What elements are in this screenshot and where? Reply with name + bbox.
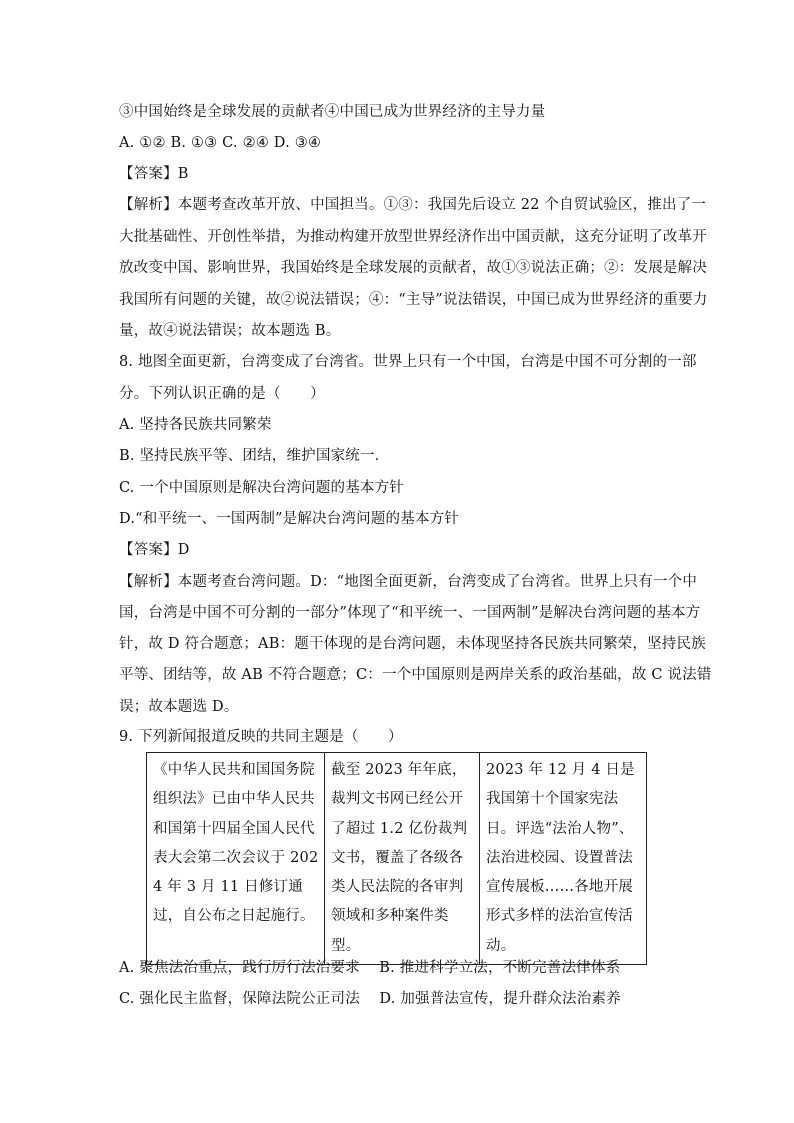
q7-answer: 【答案】B xyxy=(119,166,189,182)
q8-analysis-line-3: 针，故 D 符合题意；AB：题干体现的是台湾问题，未体现坚持各民族共同繁荣，坚持民族 xyxy=(119,636,706,652)
q7-analysis-line-1: 【解析】本题考查改革开放、中国担当。①③：我国先后设立 22 个自贸试验区，推出了一 xyxy=(119,197,707,213)
news-cell-state-council-law: 《中华人民共和国国务院组织法》已由中华人民共和国第十四届全国人民代表大会第二次会议于 2024 年 3 月 11 日修订通过，自公布之日起施行。 xyxy=(147,753,325,965)
table-row xyxy=(147,753,647,965)
q7-analysis-line-2: 大批基础性、开创性举措，为推动构建开放型世界经济作出中国贡献，这充分证明了改革开 xyxy=(119,229,707,245)
q9-options-c-d: C. 强化民主监督，保障法院公正司法 D. 加强普法宣传，提升群众法治素养 xyxy=(119,991,621,1007)
q7-options: A. ①② B. ①③ C. ②④ D. ③④ xyxy=(119,135,322,151)
q9-stem: 9. 下列新闻报道反映的共同主题是（ ） xyxy=(119,729,403,745)
q7-statement-3-4: ③中国始终是全球发展的贡献者④中国已成为世界经济的主导力量 xyxy=(119,104,546,120)
q8-analysis-line-2: 国，台湾是中国不可分割的一部分”体现了“和平统一、一国两制”是解决台湾问题的基本方 xyxy=(119,605,701,621)
news-cell-constitution-day: 2023 年 12 月 4 日是我国第十个国家宪法日。评选“法治人物”、法治进校园、设置普法宣传展板……各地开展形式多样的法治宣传活动。 xyxy=(480,753,647,965)
q8-option-a: A. 坚持各民族共同繁荣 xyxy=(119,417,272,433)
q8-option-d: D.“和平统一、一国两制”是解决台湾问题的基本方针 xyxy=(119,511,460,527)
q8-analysis-line-5: 误；故本题选 D。 xyxy=(119,699,239,715)
q8-option-c: C. 一个中国原则是解决台湾问题的基本方针 xyxy=(119,480,404,496)
q9-options-a-b: A. 聚焦法治重点，践行厉行法治要求 B. 推进科学立法，不断完善法律体系 xyxy=(119,960,621,976)
q8-option-b: B. 坚持民族平等、团结，维护国家统一． xyxy=(119,448,390,464)
q8-stem-line-1: 8. 地图全面更新，台湾变成了台湾省。世界上只有一个中国，台湾是中国不可分割的一部 xyxy=(119,354,697,370)
news-reports-table xyxy=(146,752,647,965)
q7-analysis-line-4: 我国所有问题的关键，故②说法错误；④：“主导”说法错误，中国已成为世界经济的重要力 xyxy=(119,292,708,308)
q8-analysis-line-1: 【解析】本题考查台湾问题。D：“地图全面更新，台湾变成了台湾省。世界上只有一个中 xyxy=(119,574,698,590)
q7-analysis-line-5: 量，故④说法错误；故本题选 B。 xyxy=(119,323,341,339)
q8-answer: 【答案】D xyxy=(119,542,190,558)
news-cell-judgment-documents: 截至 2023 年年底，裁判文书网已经公开了超过 1.2 亿份裁判文书，覆盖了各级各类人民法院的各审判领域和多种案件类型。 xyxy=(325,753,480,965)
q7-analysis-line-3: 放改变中国、影响世界，我国始终是全球发展的贡献者，故①③说法正确；②：发展是解决 xyxy=(119,260,707,276)
q8-analysis-line-4: 平等、团结等，故 AB 不符合题意；C：一个中国原则是两岸关系的政治基础，故 C 说法错 xyxy=(119,667,712,683)
q8-stem-line-2: 分。下列认识正确的是（ ） xyxy=(119,386,325,402)
